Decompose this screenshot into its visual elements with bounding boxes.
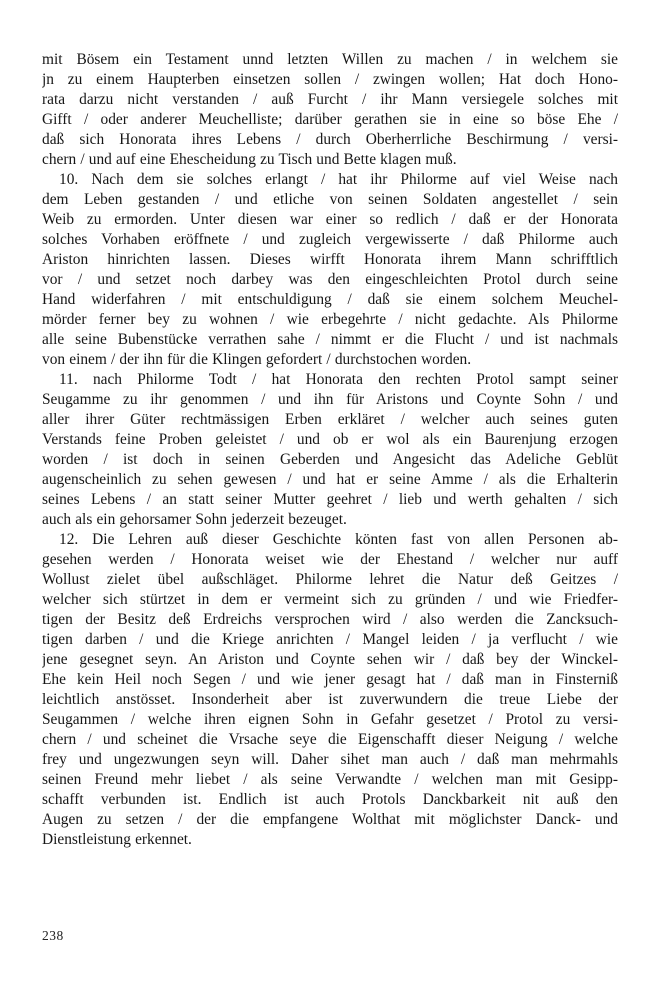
text-line: von einem / der ihn für die Klingen gefordert / durchstochen worden.	[42, 351, 472, 368]
text-line: 12. Die Lehren auß dieser Geschichte könten fast von allen Personen ab-	[59, 531, 618, 548]
text-line: Dienstleistung erkennet.	[42, 831, 192, 848]
text-line: dem Leben gestanden / und etliche von seinen Soldaten angestellet / sein	[42, 191, 618, 208]
text-line: Seugamme zu ihr genommen / und ihn für Aristons und Coynte Sohn / und	[42, 391, 618, 408]
text-line: aller ihrer Güter rechtmässigen Erben erkläret / welcher auch seines guten	[42, 411, 618, 428]
text-line: mörder ferner bey zu wohnen / wie erbegehrte / nicht gedachte. Als Philorme	[42, 311, 618, 328]
text-line: Augen zu setzen / der die empfangene Wolthat mit möglichster Danck- und	[42, 811, 618, 828]
text-line: tigen der Besitz deß Erdreichs versprochen wird / also werden die Zancksuch-	[42, 611, 618, 628]
text-line: alle seine Bubenstücke verrathen sahe / nimmt er die Flucht / und ist nachmals	[42, 331, 618, 348]
text-line: 11. nach Philorme Todt / hat Honorata den rechten Protol sampt seiner	[59, 371, 618, 388]
text-line: Verstands feine Proben geleistet / und ob er wol als ein Baurenjung erzogen	[42, 431, 618, 448]
body-text	[42, 50, 618, 850]
text-line: Weib zu ermorden. Unter diesen war einer so redlich / daß er der Honorata	[42, 211, 618, 228]
text-line: mit Bösem ein Testament unnd letzten Willen zu machen / in welchem sie	[42, 51, 618, 68]
text-line: gesehen werden / Honorata weiset wie der Ehestand / welcher nur auff	[42, 551, 618, 568]
paragraph	[42, 50, 618, 170]
text-line: Hand widerfahren / mit entschuldigung / daß sie einem solchem Meuchel-	[42, 291, 618, 308]
text-line: solches Vorhaben eröffnete / und zugleich vergewisserte / daß Philorme auch	[42, 231, 618, 248]
text-line: Ehe kein Heil noch Segen / und wie jener gesagt hat / daß man in Finsterniß	[42, 671, 618, 688]
text-line: schafft verbunden ist. Endlich ist auch Protols Danckbarkeit nit auß den	[42, 791, 618, 808]
text-line: leichtlich anstösset. Insonderheit aber ist zuverwundern die treue Liebe der	[42, 691, 618, 708]
text-line: welcher sich stürtzet in dem er vermeint sich zu gründen / und wie Friedfer-	[42, 591, 618, 608]
text-line: jn zu einem Haupterben einsetzen sollen / zwingen wollen; Hat doch Hono-	[42, 71, 618, 88]
text-line: 10. Nach dem sie solches erlangt / hat ihr Philorme auf viel Weise nach	[59, 171, 618, 188]
text-line: Wollust zielet übel außschläget. Philorme lehret die Natur deß Geitzes /	[42, 571, 618, 588]
text-line: Ariston hinrichten lassen. Dieses wirfft Honorata ihrem Mann schrifftlich	[42, 251, 618, 268]
text-line: tigen darben / und die Kriege anrichten / Mangel leiden / ja verflucht / wie	[42, 631, 618, 648]
text-line: daß sich Honorata ihres Lebens / durch Oberherrliche Beschirmung / versi-	[42, 131, 618, 148]
paragraph	[42, 370, 618, 530]
text-line: Seugammen / welche ihren eignen Sohn in Gefahr gesetzet / Protol zu versi-	[42, 711, 618, 728]
text-line: chern / und scheinet die Vrsache seye die Eigenschafft dieser Neigung / welche	[42, 731, 618, 748]
text-line: seinen Freund mehr liebet / als seine Verwandte / welchen man mit Gesipp-	[42, 771, 618, 788]
text-line: rata darzu nicht verstanden / auß Furcht / ihr Mann versiegele solches mit	[42, 91, 618, 108]
text-line: jene gesegnet seyn. An Ariston und Coynte sehen wir / daß bey der Winckel-	[42, 651, 618, 668]
text-line: frey und ungezwungen seyn will. Daher sihet man auch / daß man mehrmahls	[42, 751, 618, 768]
text-line: Gifft / oder anderer Meuchelliste; darüber gerathen sie in eine so böse Ehe /	[42, 111, 618, 128]
text-line: augenscheinlich zu sehen gewesen / und hat er seine Amme / als die Erhalterin	[42, 471, 618, 488]
paragraph	[42, 170, 618, 370]
text-line: chern / und auf eine Ehescheidung zu Tisch und Bette klagen muß.	[42, 151, 457, 168]
text-line: worden / ist doch in seinen Geberden und Angesicht das Adeliche Geblüt	[42, 451, 618, 468]
text-line: vor / und setzet noch darbey was den eingeschleichten Protol durch seine	[42, 271, 618, 288]
paragraph	[42, 530, 618, 850]
page-number: 238	[42, 928, 64, 943]
text-line: seines Lebens / an statt seiner Mutter geehret / lieb und werth gehalten / sich	[42, 491, 618, 508]
text-line: auch als ein gehorsamer Sohn jederzeit bezeuget.	[42, 511, 347, 528]
